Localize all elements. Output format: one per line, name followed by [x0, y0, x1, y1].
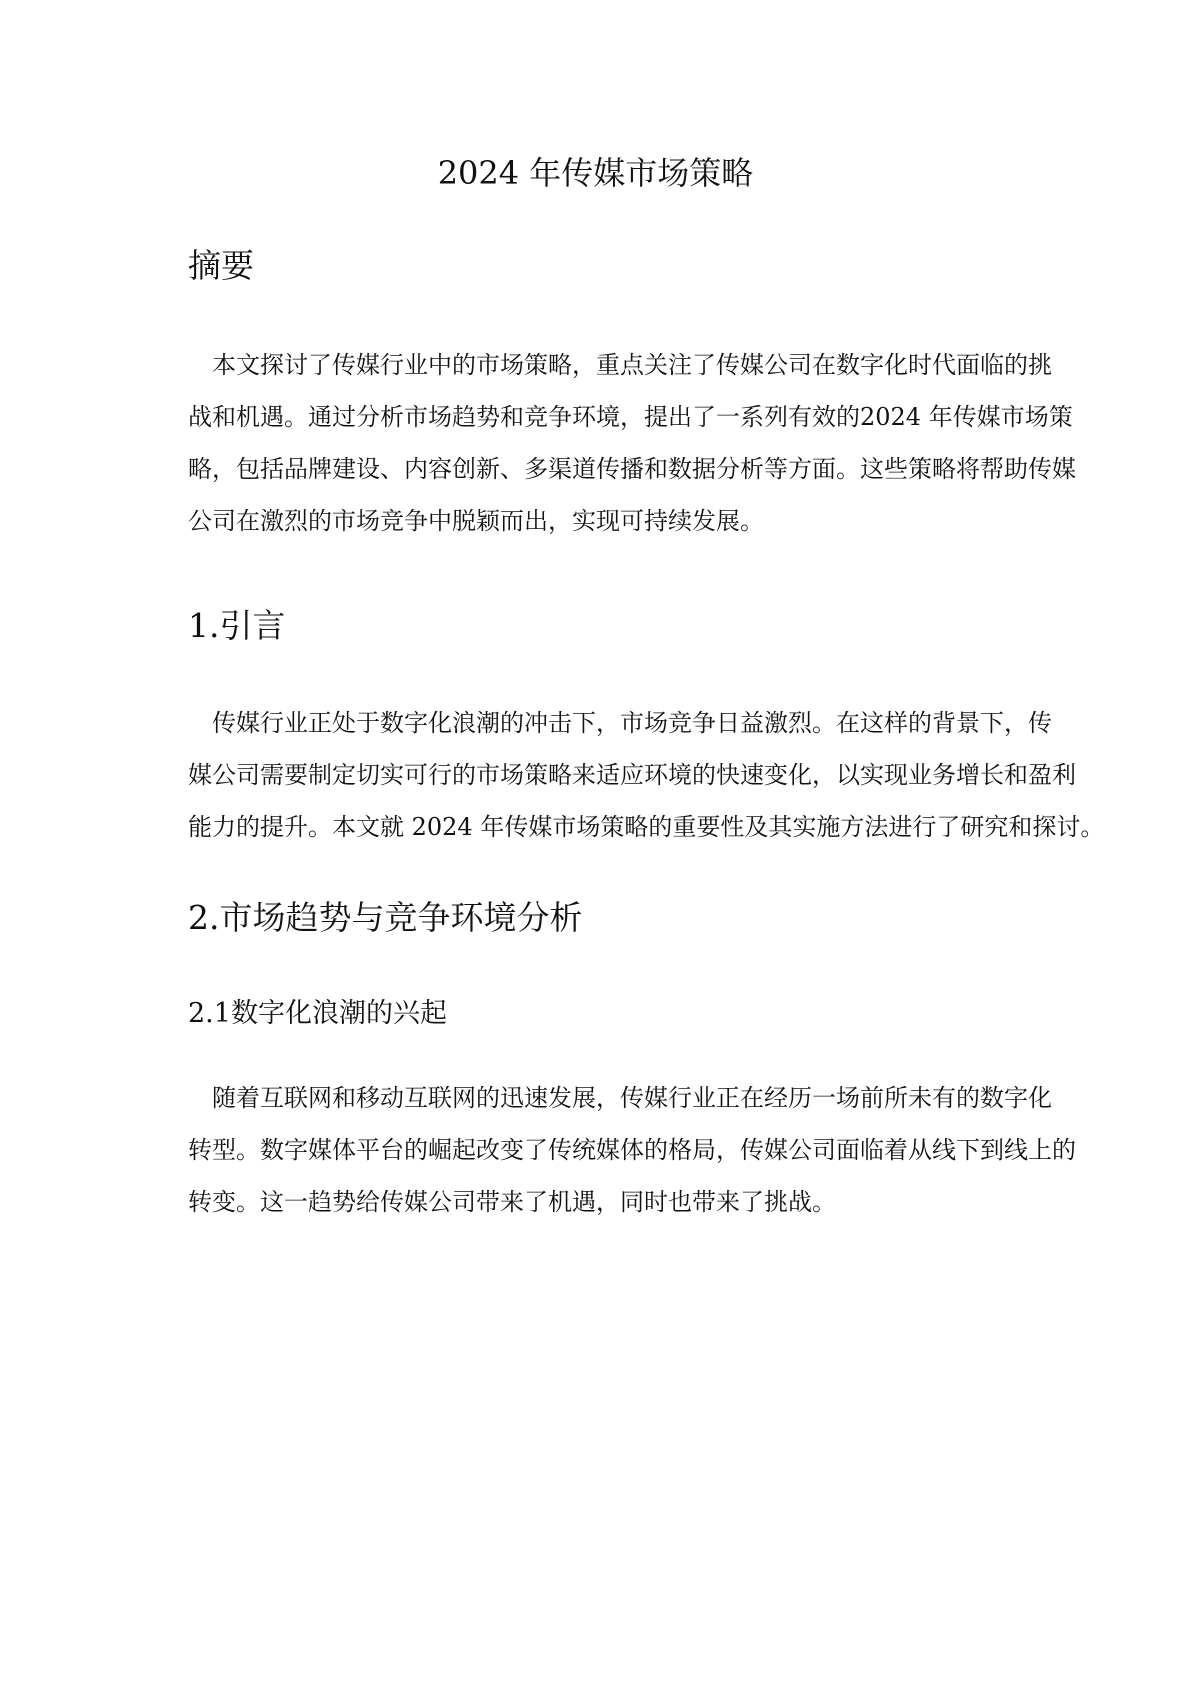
- section2-1-line: 转型。数字媒体平台的崛起改变了传统媒体的格局，传媒公司面临着从线下到线上的: [188, 1136, 1076, 1164]
- abstract-heading: 摘要: [188, 246, 254, 285]
- intro-line: 传媒行业正处于数字化浪潮的冲击下，市场竞争日益激烈。在这样的背景下，传: [188, 709, 1052, 737]
- intro-heading: 1.引言: [188, 606, 286, 645]
- abstract-line: 略，包括品牌建设、内容创新、多渠道传播和数据分析等方面。这些策略将帮助传媒: [188, 455, 1076, 483]
- section2-1-line: 随着互联网和移动互联网的迅速发展，传媒行业正在经历一场前所未有的数字化: [188, 1084, 1052, 1112]
- intro-line: 媒公司需要制定切实可行的市场策略来适应环境的快速变化，以实现业务增长和盈利: [188, 761, 1076, 789]
- section2-1-line: 转变。这一趋势给传媒公司带来了机遇，同时也带来了挑战。: [188, 1188, 836, 1216]
- abstract-line: 战和机遇。通过分析市场趋势和竞争环境，提出了一系列有效的2024 年传媒市场策: [188, 403, 1073, 431]
- section2-heading: 2.市场趋势与竞争环境分析: [188, 898, 583, 937]
- abstract-line: 本文探讨了传媒行业中的市场策略，重点关注了传媒公司在数字化时代面临的挑: [188, 351, 1052, 379]
- abstract-line: 公司在激烈的市场竞争中脱颖而出，实现可持续发展。: [188, 507, 764, 535]
- section2-1-heading: 2.1数字化浪潮的兴起: [188, 998, 447, 1029]
- section2-1-paragraph: [188, 1072, 1076, 1228]
- abstract-paragraph: [188, 339, 1076, 547]
- intro-paragraph: [188, 697, 1105, 853]
- intro-line: 能力的提升。本文就 2024 年传媒市场策略的重要性及其实施方法进行了研究和探讨。: [188, 813, 1105, 841]
- document-title: 2024 年传媒市场策略: [437, 154, 754, 192]
